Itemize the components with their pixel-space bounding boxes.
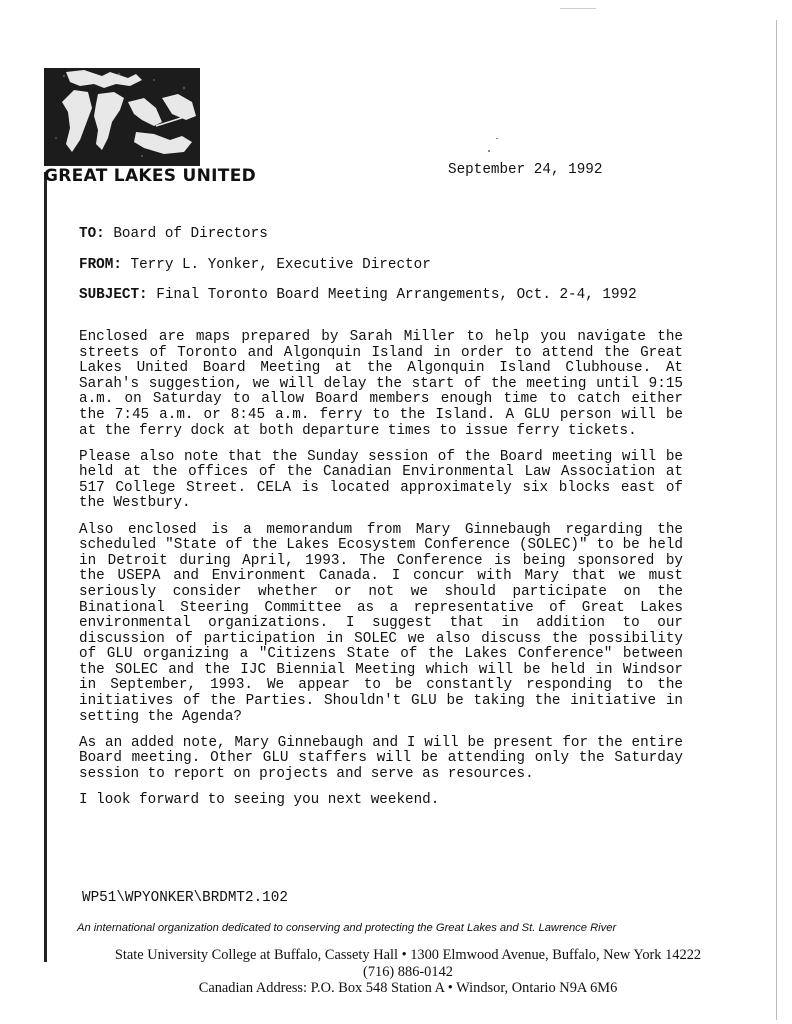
body-paragraph-maps: Enclosed are maps prepared by Sarah Miller to help you navigate the streets of Toronto and Algonquin Island in order to attend the Great Lakes United Board Meeting at the Algonquin Island Clubhouse. At Sarah's suggestion, we will delay the start of the meeting until 9:15 a.m. on Saturday to allow Board members enough time to catch either the 7:45 a.m. or 8:45 a.m. ferry to the Island. A GLU person will be at the ferry dock at both departure times to issue ferry tickets. — [79, 329, 683, 439]
footer-tagline: An international organization dedicated to conserving and protecting the Great Lakes and St. Lawrence River — [77, 922, 617, 934]
organization-logo-text: GREAT LAKES UNITED — [44, 166, 257, 186]
file-reference-code: WP51\WPYONKER\BRDMT2.102 — [82, 890, 288, 906]
body-paragraph-solec: Also enclosed is a memorandum from Mary Ginnebaugh regarding the scheduled "State of the Lakes Ecosystem Conference (SOLEC)" to be held in Detroit during April, 1993. The Conference is being sponsored by the USEPA and Environment Canada. I concur with Mary that we must seriously consider whether or not we should participate on the Binational Steering Committee as a representative of Great Lakes environmental organizations. I suggest that in addition to our discussion of participation in SOLEC we also discuss the possibility of GLU organizing a "Citizens State of the Lakes Conference" between the SOLEC and the IJC Biennial Meeting which will be held in Windsor in September, 1993. We appear to be constantly responding to the initiatives of the Parties. Shouldn't GLU be taking the initiative in setting the Agenda? — [79, 521, 683, 725]
footer-address-block — [68, 947, 748, 997]
scan-speck — [560, 8, 596, 9]
subject-value: Final Toronto Board Meeting Arrangements, Oct. 2-4, 1992 — [156, 287, 637, 303]
letter-date: September 24, 1992 — [448, 162, 603, 178]
body-paragraph-closing: I look forward to seeing you next weekend. — [79, 792, 440, 809]
great-lakes-map-icon — [44, 68, 200, 166]
body-paragraph-sunday-session: Please also note that the Sunday session of the Board meeting will be held at the offices of the Canadian Environmental Law Association at 517 College Street. CELA is located approximately six blocks east of the Westbury. — [79, 448, 683, 512]
body-paragraph-attendance: As an added note, Mary Ginnebaugh and I will be present for the entire Board meeting. Other GLU staffers will be attending only the Saturday session to report on projects and serve as resources. — [79, 734, 683, 782]
to-label: TO: — [79, 226, 105, 242]
to-line — [79, 226, 268, 242]
from-value: Terry L. Yonker, Executive Director — [130, 257, 431, 273]
letterhead-vertical-rule — [44, 172, 47, 962]
page-edge-rule — [776, 20, 777, 1020]
to-value: Board of Directors — [113, 226, 268, 242]
letter-body — [79, 330, 683, 819]
from-label: FROM: — [79, 257, 122, 273]
footer-phone: (716) 886-0142 — [363, 963, 453, 980]
subject-line — [79, 287, 637, 303]
subject-label: SUBJECT: — [79, 287, 148, 303]
from-line — [79, 257, 431, 273]
footer-canadian-address: Canadian Address: P.O. Box 548 Station A • Windsor, Ontario N9A 6M6 — [198, 980, 618, 996]
great-lakes-map-svg — [44, 68, 200, 166]
scan-speck — [488, 150, 490, 152]
footer-us-address: State University College at Buffalo, Cassety Hall • 1300 Elmwood Avenue, Buffalo, New York 14222 — [114, 947, 702, 963]
scan-speck — [496, 138, 498, 139]
